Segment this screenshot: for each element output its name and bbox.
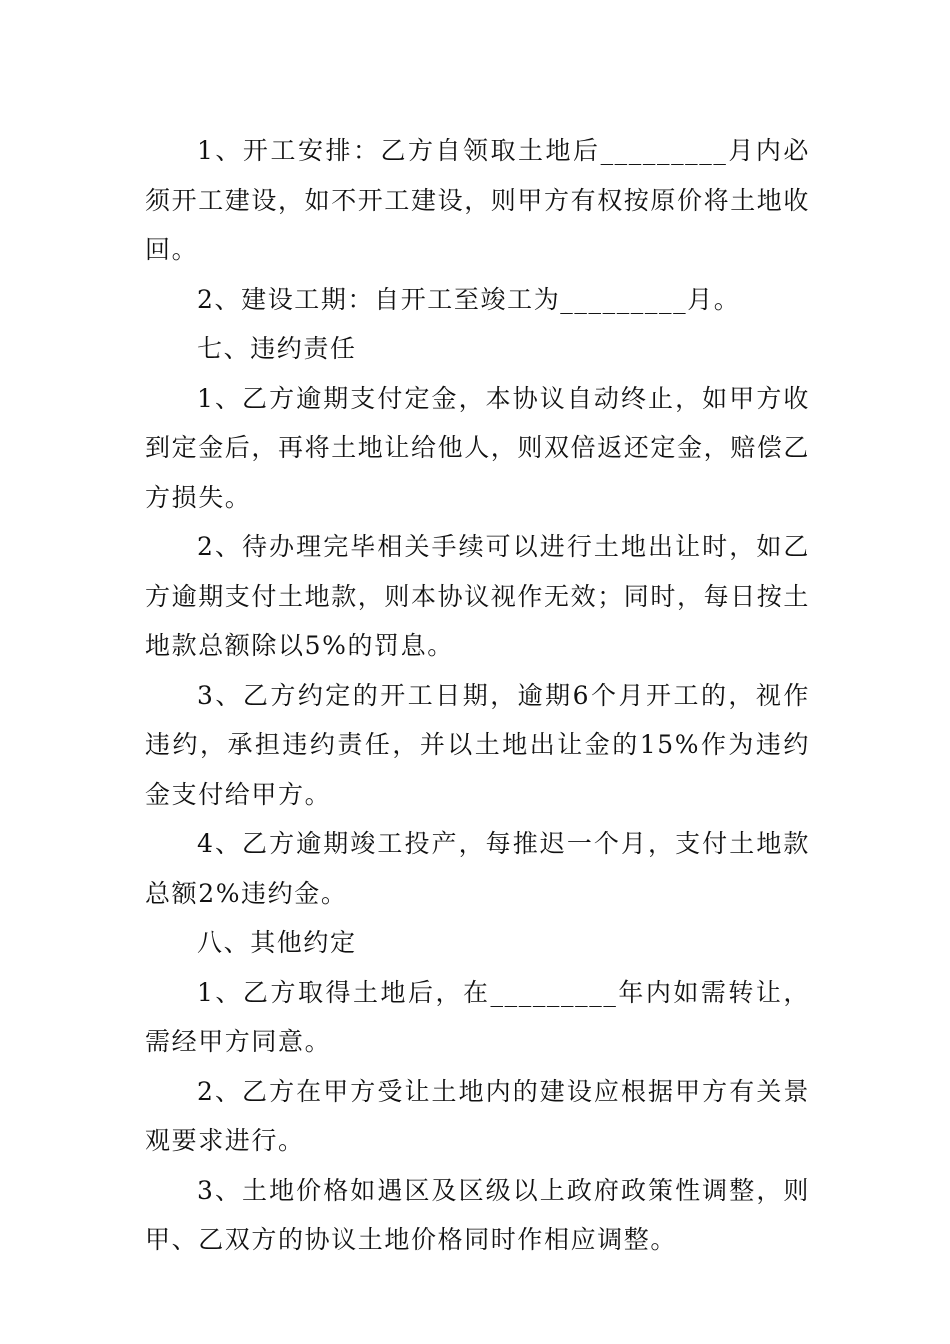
paragraph-completion-overdue: 4、乙方逾期竣工投产，每推迟一个月，支付土地款总额2%违约金。 [145,829,810,908]
paragraph-construction-period: 2、建设工期：自开工至竣工为_________月。 [197,284,741,314]
paragraph-deposit-overdue: 1、乙方逾期支付定金，本协议自动终止，如甲方收到定金后，再将土地让给他人，则双倍返还定金，赔偿乙方损失。 [145,383,811,512]
paragraph-start-work-arrangement: 1、开工安排：乙方自领取土地后_________月内必须开工建设，如不开工建设，则甲方有权按原价将土地收回。 [145,136,811,264]
paragraph-start-date-overdue: 3、乙方约定的开工日期，逾期6个月开工的，视作违约，承担违约责任，并以土地出让金的15%作为违约金支付给甲方。 [145,680,810,809]
document-body [145,126,810,1265]
paragraph-price-adjustment: 3、土地价格如遇区及区级以上政府政策性调整，则甲、乙双方的协议土地价格同时作相应调整。 [145,1175,810,1254]
paragraph-payment-overdue: 2、待办理完毕相关手续可以进行土地出让时，如乙方逾期支付土地款，则本协议视作无效；同时，每日按土地款总额除以5%的罚息。 [145,532,811,660]
paragraph-landscape-requirements: 2、乙方在甲方受让土地内的建设应根据甲方有关景观要求进行。 [145,1076,810,1155]
section-heading-other-agreements: 八、其他约定 [197,928,357,957]
paragraph-transfer-consent: 1、乙方取得土地后，在_________年内如需转让，需经甲方同意。 [145,977,810,1056]
section-heading-breach-liability: 七、违约责任 [197,334,357,363]
